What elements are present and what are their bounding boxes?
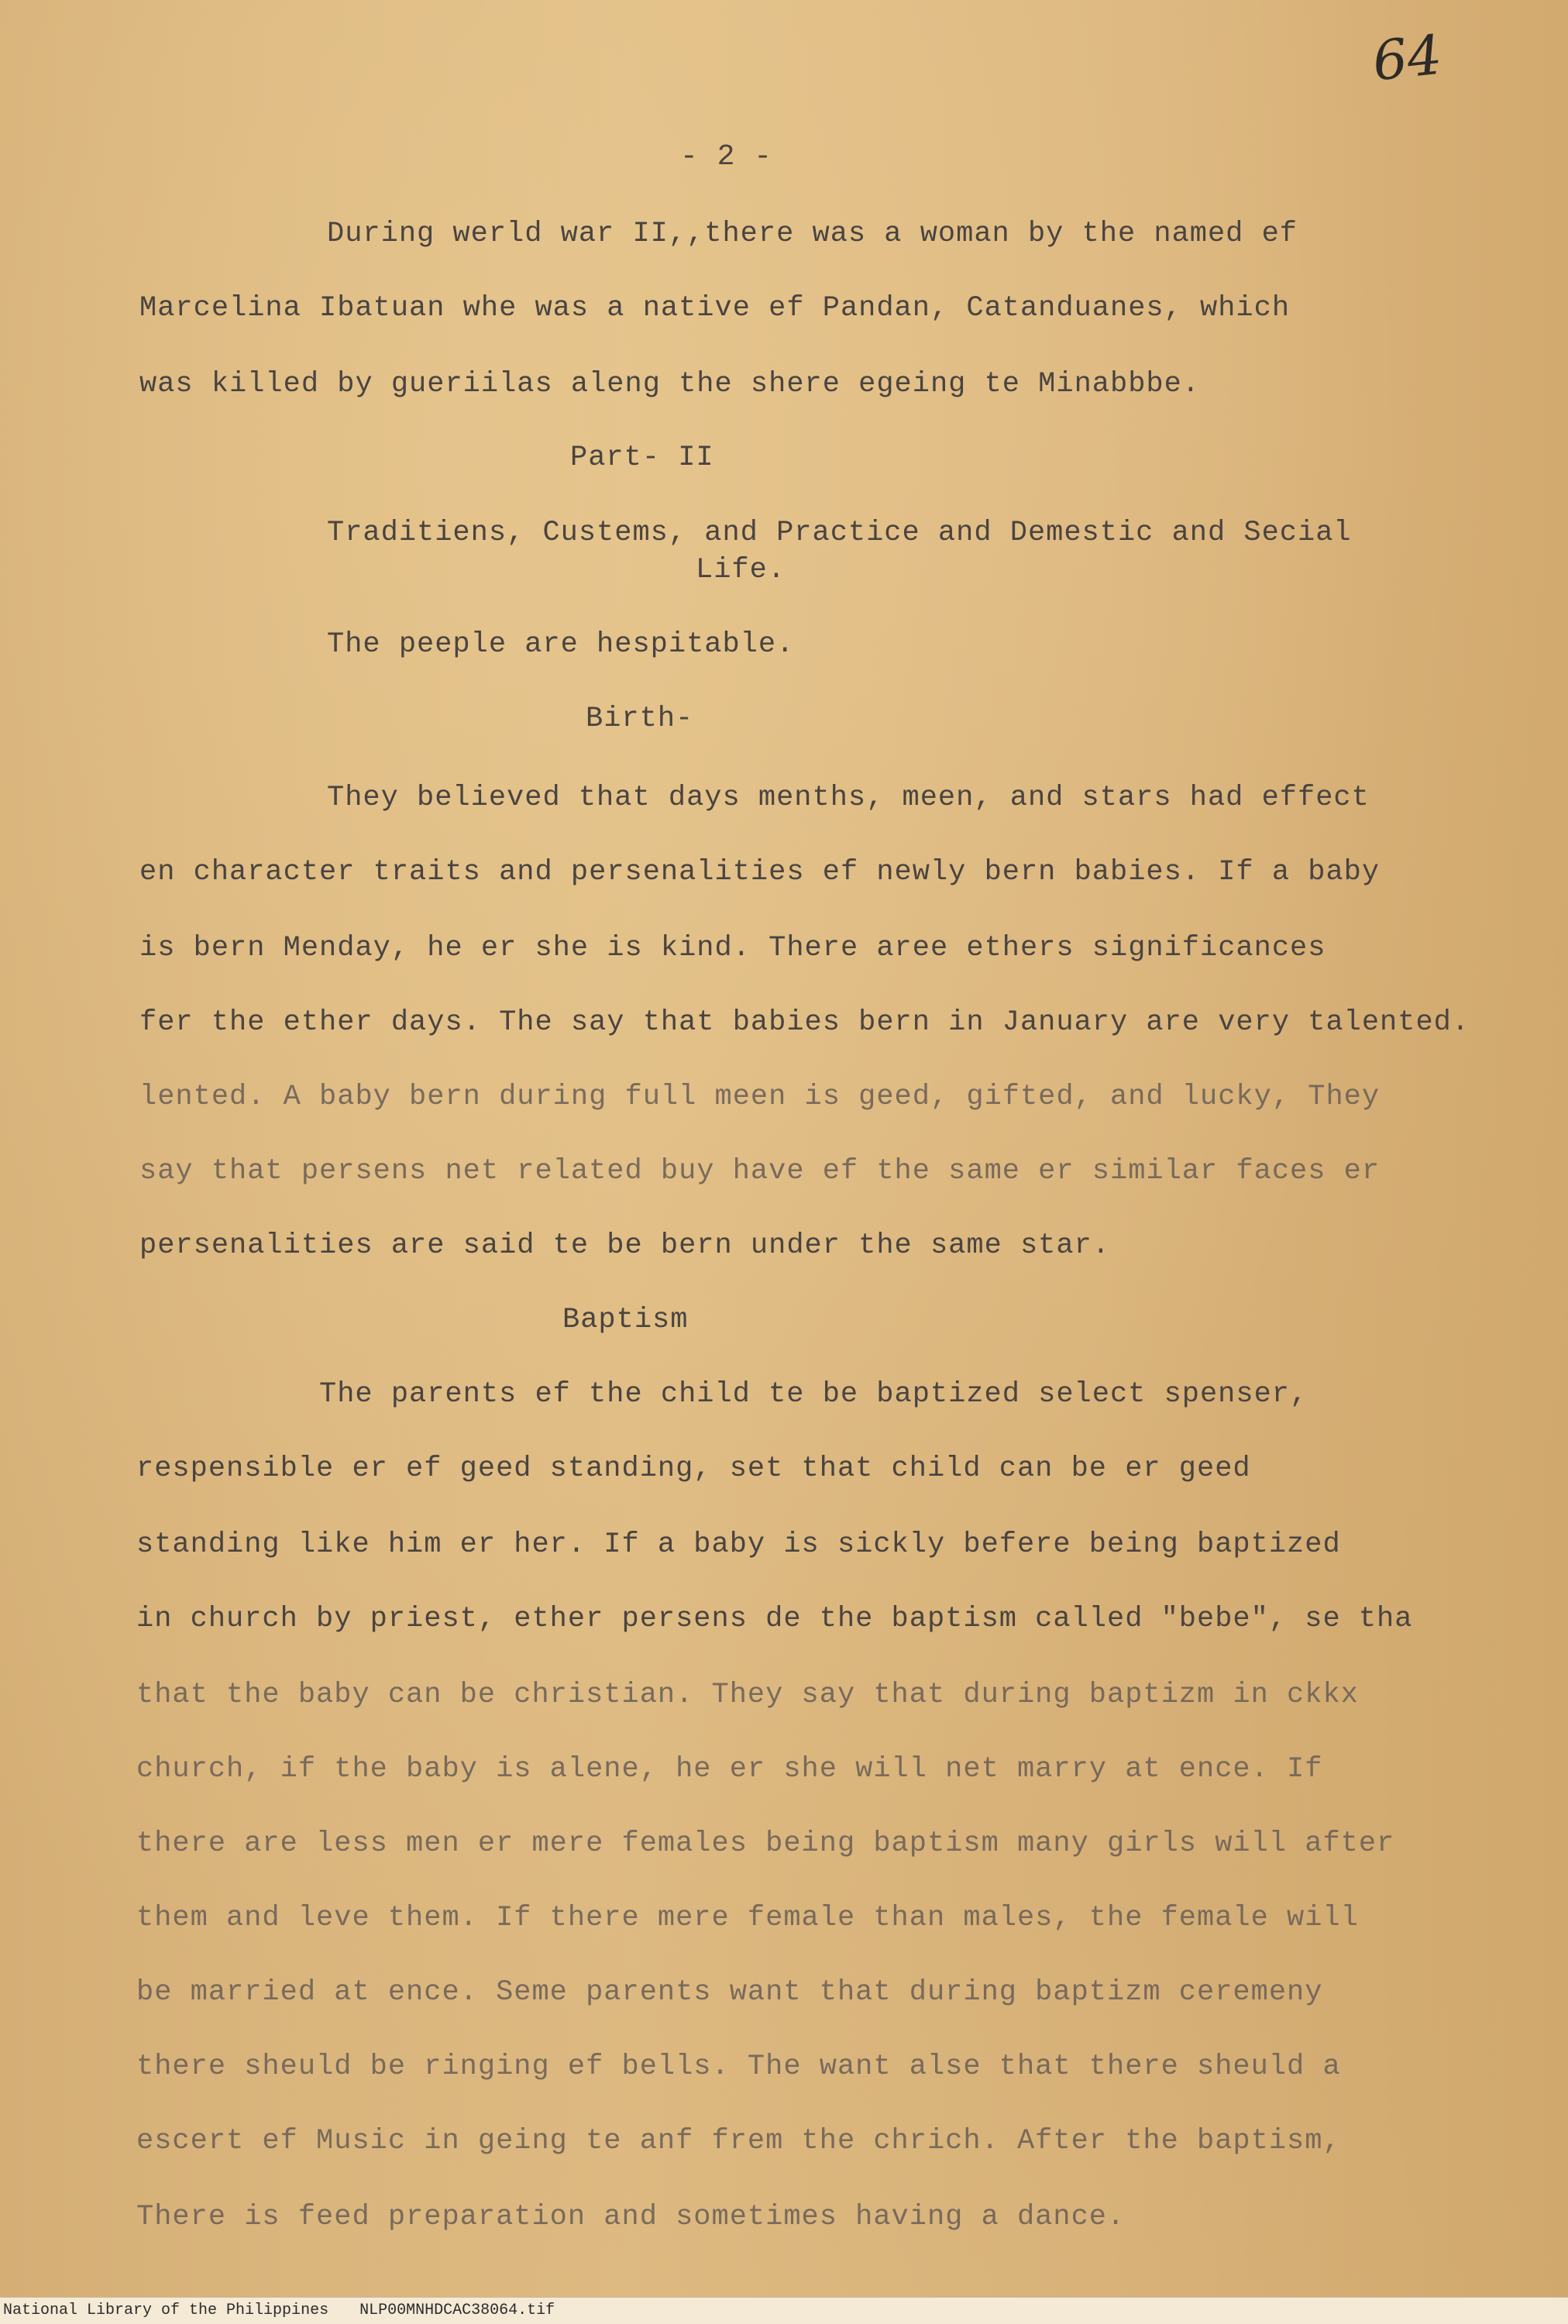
text-line: be married at ence. Seme parents want that during baptizm ceremeny bbox=[136, 1976, 1323, 2009]
text-line: them and leve them. If there mere female than males, the female will bbox=[136, 1902, 1359, 1934]
text-line: that the baby can be christian. They say that during baptizm in ckkx bbox=[136, 1679, 1359, 1711]
section-title: Traditiens, Custems, and Practice and Demestic and Secial bbox=[327, 517, 1352, 549]
text-line: was killed by gueriilas aleng the shere egeing te Minabbbe. bbox=[139, 368, 1201, 401]
text-line: Marcelina Ibatuan whe was a native ef Pandan, Catanduanes, which bbox=[139, 292, 1291, 325]
text-line: fer the ether days. The say that babies bern in January are very talented. bbox=[139, 1006, 1470, 1039]
text-line: There is feed preparation and sometimes having a dance. bbox=[136, 2201, 1126, 2233]
text-line: there are less men er mere females being baptism many girls will after bbox=[136, 1827, 1395, 1860]
text-line: The parents ef the child te be baptized select spenser, bbox=[319, 1378, 1308, 1411]
page-number: - 2 - bbox=[680, 140, 773, 174]
text-line: standing like him er her. If a baby is sickly befere being baptized bbox=[136, 1528, 1341, 1561]
scan-footer bbox=[0, 2297, 1568, 2324]
text-line: respensible er ef geed standing, set that child can be er geed bbox=[136, 1452, 1251, 1485]
text-line: en character traits and persenalities ef newly bern babies. If a baby bbox=[139, 856, 1381, 889]
text-line: They believed that days menths, meen, and stars had effect bbox=[327, 782, 1370, 814]
birth-heading: Birth- bbox=[586, 703, 694, 735]
text-line: church, if the baby is alene, he er she will net marry at ence. If bbox=[136, 1753, 1323, 1786]
text-line: is bern Menday, he er she is kind. There aree ethers significances bbox=[139, 932, 1326, 964]
text-line: persenalities are said te be bern under the same star. bbox=[139, 1229, 1110, 1262]
footer-library: National Library of the Philippines bbox=[3, 2302, 329, 2319]
text-line: there sheuld be ringing ef bells. The want alse that there sheuld a bbox=[136, 2051, 1341, 2083]
text-line: The peeple are hespitable. bbox=[327, 628, 795, 661]
folio-number: 64 bbox=[1369, 22, 1446, 94]
section-title-line2: Life. bbox=[696, 554, 786, 586]
text-line: escert ef Music in geing te anf frem the chrich. After the baptism, bbox=[136, 2125, 1341, 2157]
footer-file: NLP00MNHDCAC38064.tif bbox=[359, 2302, 555, 2319]
baptism-heading: Baptism bbox=[562, 1304, 689, 1336]
text-line: During werld war II,,there was a woman by the named ef bbox=[327, 218, 1298, 250]
part-heading: Part- II bbox=[570, 442, 714, 474]
text-line: lented. A baby bern during full meen is geed, gifted, and lucky, They bbox=[139, 1081, 1381, 1113]
text-line: in church by priest, ether persens de the baptism called "bebe", se tha bbox=[136, 1603, 1413, 1635]
text-line: say that persens net related buy have ef the same er similar faces er bbox=[139, 1155, 1381, 1188]
